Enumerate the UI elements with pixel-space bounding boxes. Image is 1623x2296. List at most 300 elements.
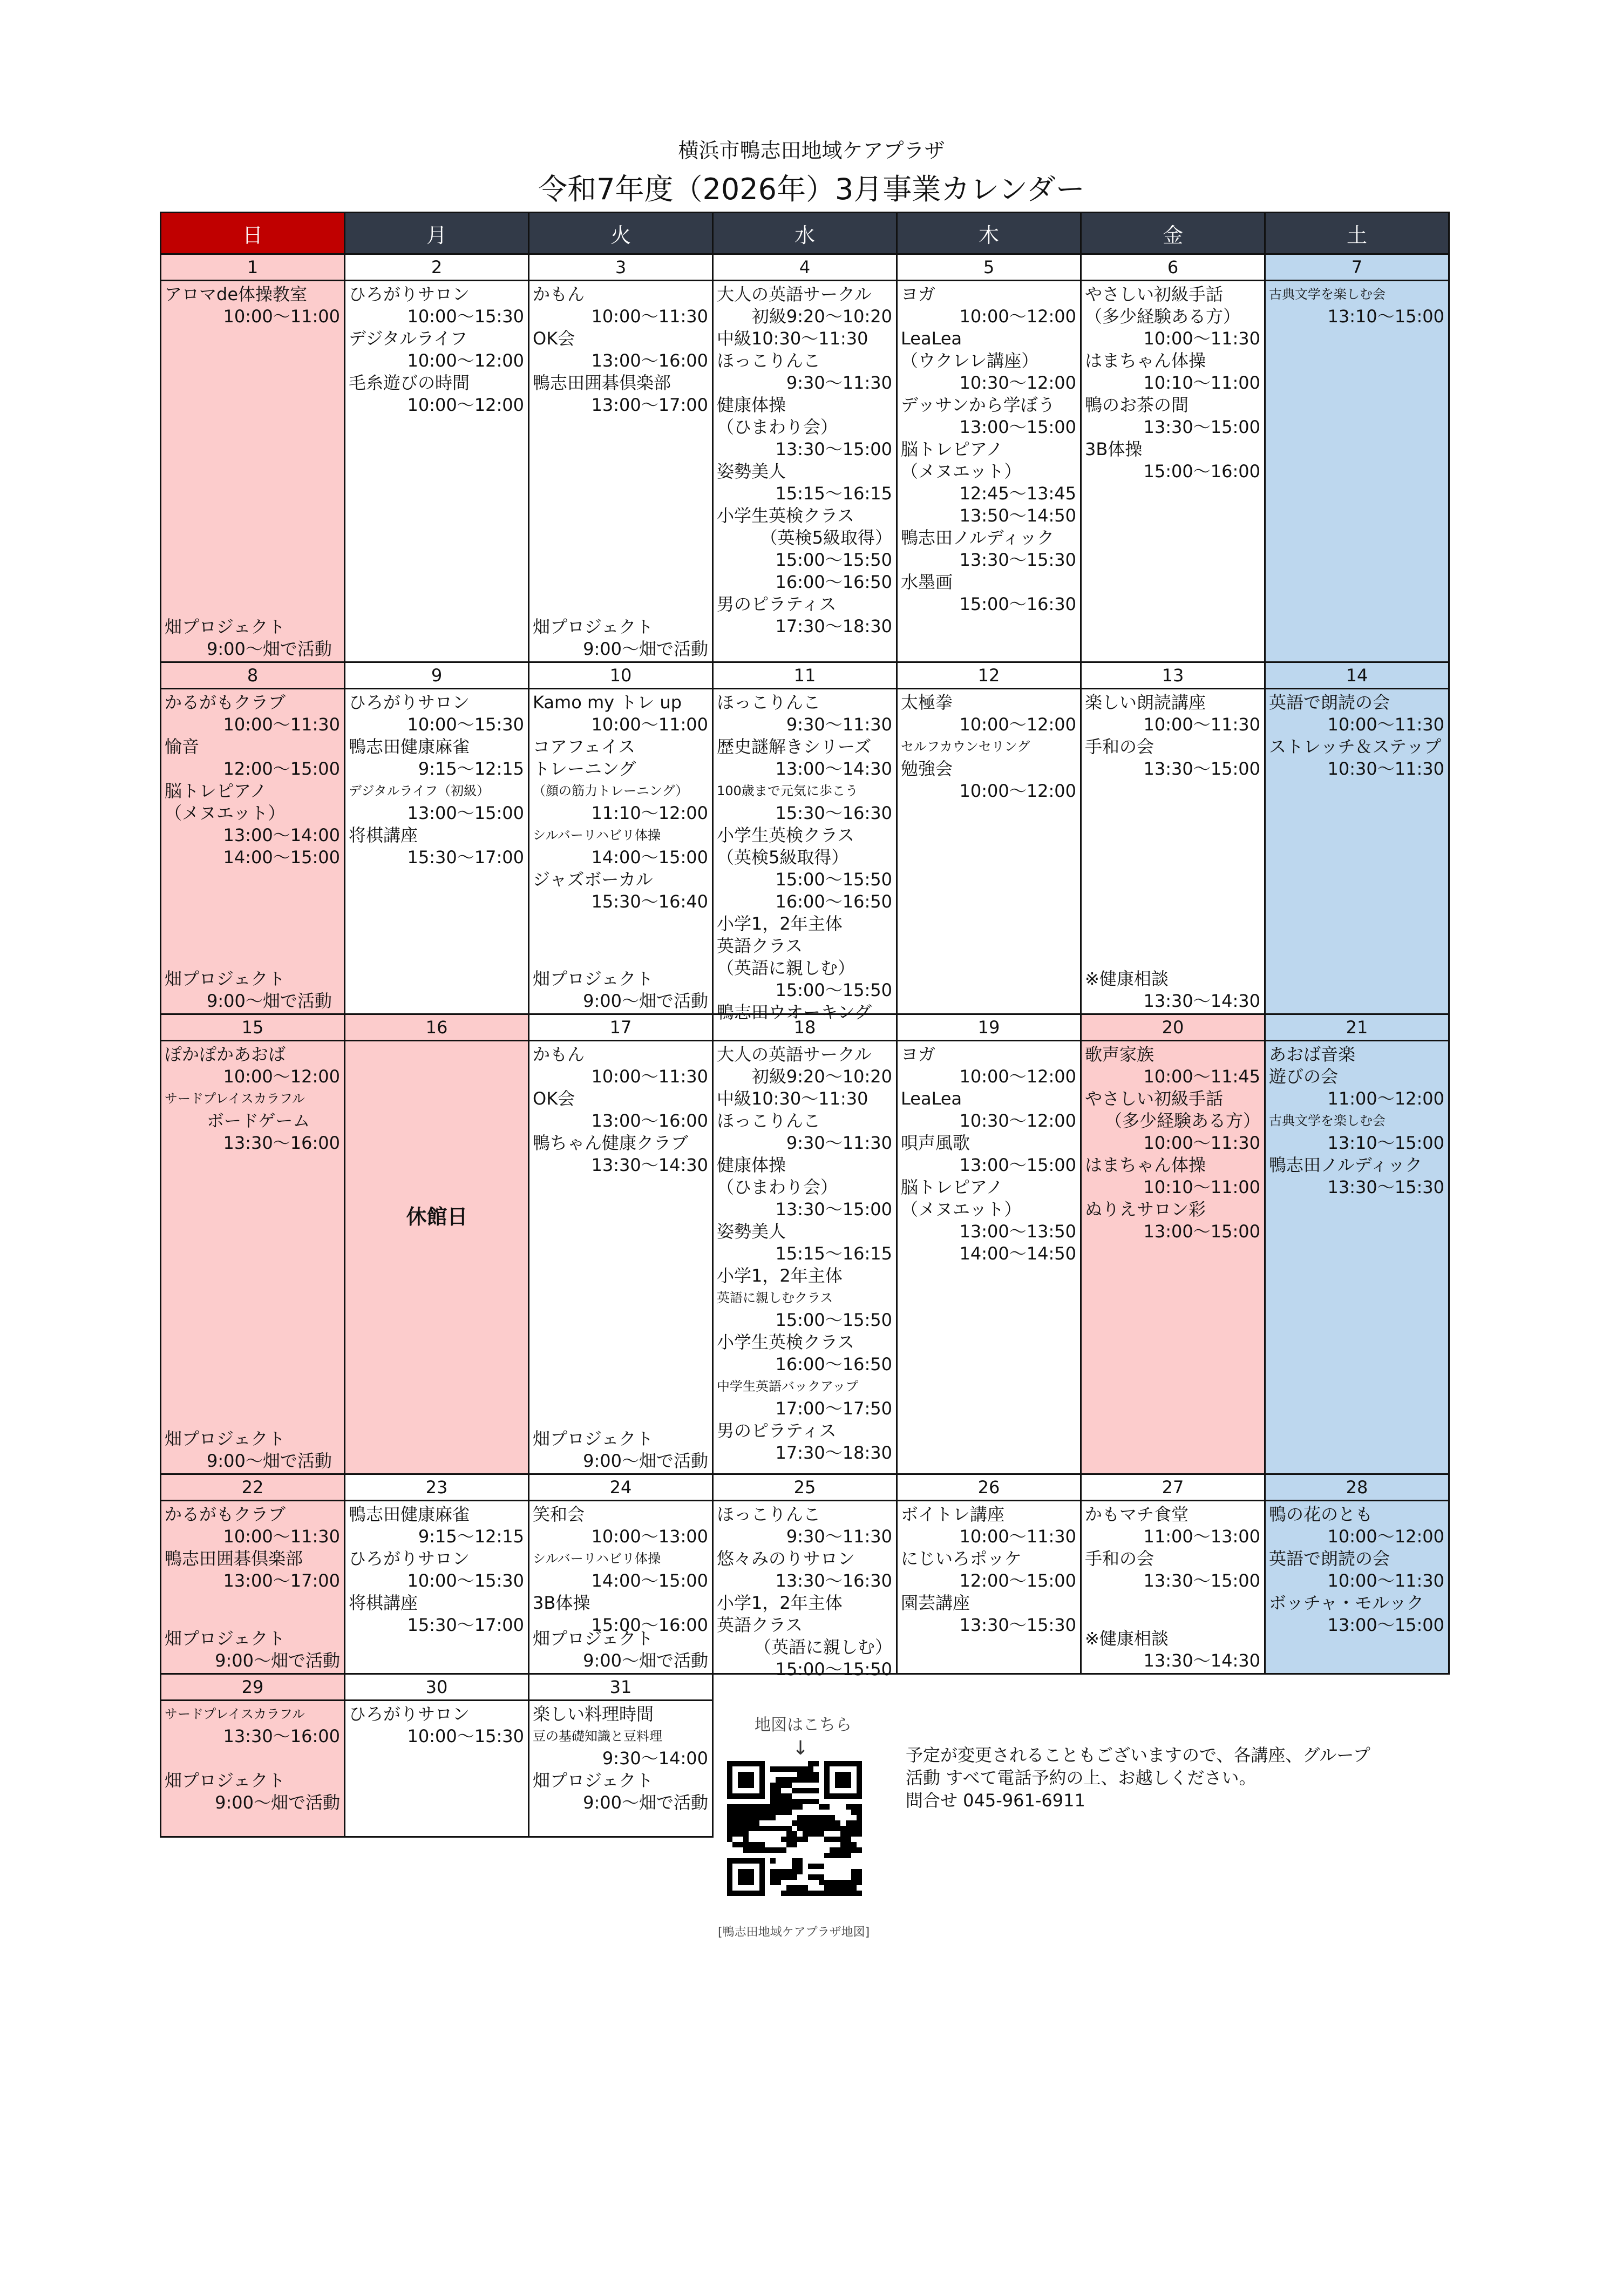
event-time: 10:00～11:30 xyxy=(1327,1570,1444,1591)
day-cell xyxy=(1265,689,1449,1014)
event-name: 中級10:30～11:30 xyxy=(717,328,868,349)
event-time: 10:00～11:30 xyxy=(959,1526,1076,1547)
event-name: 園芸講座 xyxy=(901,1593,970,1613)
event-name: LeaLea xyxy=(901,1088,962,1109)
event-time: 13:00～17:00 xyxy=(223,1570,340,1591)
event-name: 鴨の花のとも xyxy=(1269,1504,1373,1525)
event-time: 16:00～16:50 xyxy=(775,572,892,592)
event-name: ほっこりんこ xyxy=(717,1504,821,1525)
day-cell xyxy=(529,1041,713,1474)
event-time: 13:30～15:00 xyxy=(1143,1570,1260,1591)
date-number: 22 xyxy=(161,1474,345,1501)
event-name: （英語に親しむ） xyxy=(717,958,855,978)
event-name: ※健康相談 xyxy=(1085,1628,1169,1649)
day-events xyxy=(898,1501,1080,1673)
day-events xyxy=(1266,1041,1448,1473)
event-time: 15:00～15:50 xyxy=(775,550,892,570)
event-time: 10:00～12:00 xyxy=(959,781,1076,801)
event-time: 11:00～13:00 xyxy=(1143,1526,1260,1547)
event-name: ストレッチ＆ステップ xyxy=(1269,736,1442,757)
event-name: 英語に親しむクラス xyxy=(717,1290,833,1305)
event-time: 13:10～15:00 xyxy=(1327,1133,1444,1153)
event-name: ボイトレ講座 xyxy=(901,1504,1005,1525)
event-name: 畑プロジェクト xyxy=(533,1770,654,1791)
date-number: 3 xyxy=(529,254,713,281)
event-name: はまちゃん体操 xyxy=(1085,1155,1206,1175)
events-row xyxy=(161,1041,1449,1474)
event-name: 3B体操 xyxy=(1085,439,1143,459)
event-time: 9:30～11:30 xyxy=(786,1526,892,1547)
event-name: ほっこりんこ xyxy=(717,692,821,713)
map-caption: [鴨志田地域ケアプラザ地図] xyxy=(718,1926,870,1939)
event-name: 鴨志田囲碁倶楽部 xyxy=(533,372,671,393)
event-name: にじいろポッケ xyxy=(901,1548,1022,1569)
cell-footer xyxy=(165,1628,341,1672)
day-cell xyxy=(897,1041,1081,1474)
event-time: 10:30～12:00 xyxy=(959,372,1076,393)
event-time: 13:00～16:00 xyxy=(591,1110,708,1131)
event-name: 姿勢美人 xyxy=(717,461,786,482)
event-time: 13:30～16:00 xyxy=(223,1726,340,1746)
event-name: OK会 xyxy=(533,328,575,349)
date-number: 14 xyxy=(1265,662,1449,689)
notice-line-1: 予定が変更されることもございますので、各講座、グループ xyxy=(906,1745,1370,1765)
event-name: ボードゲーム xyxy=(207,1110,310,1131)
event-name: 楽しい料理時間 xyxy=(533,1704,654,1724)
event-time: 10:00～11:30 xyxy=(223,714,340,735)
event-time: 10:10～11:00 xyxy=(1143,1177,1260,1197)
event-name: 男のピラティス xyxy=(717,1420,837,1441)
event-time: 9:00～畑で活動 xyxy=(207,991,332,1011)
event-name: ヨガ xyxy=(901,1044,936,1065)
event-name: 畑プロジェクト xyxy=(165,968,286,989)
event-time: 13:30～15:30 xyxy=(959,550,1076,570)
event-name: 将棋講座 xyxy=(349,1593,418,1613)
day-cell xyxy=(1265,1041,1449,1474)
day-cell xyxy=(161,1501,345,1674)
date-number: 20 xyxy=(1081,1014,1265,1041)
event-name: かるがもクラブ xyxy=(165,1504,286,1525)
event-name: 畑プロジェクト xyxy=(165,617,286,637)
events-row xyxy=(161,689,1449,1014)
event-time: 12:45～13:45 xyxy=(959,483,1076,504)
day-cell xyxy=(345,1701,529,1837)
event-name: （メヌエット） xyxy=(901,1199,1022,1220)
cell-footer xyxy=(165,616,341,660)
event-name: 鴨のお茶の間 xyxy=(1085,395,1189,415)
event-name: 3B体操 xyxy=(533,1593,590,1613)
day-events xyxy=(529,1701,712,1836)
event-name: 畑プロジェクト xyxy=(533,617,654,637)
day-events xyxy=(161,1701,344,1836)
day-events xyxy=(1266,1501,1448,1673)
event-time: 13:30～16:30 xyxy=(775,1570,892,1591)
event-name: 畑プロジェクト xyxy=(533,968,654,989)
day-events xyxy=(1082,1501,1264,1673)
event-name: 愉音 xyxy=(165,736,200,757)
event-name: やさしい初級手話 xyxy=(1085,284,1224,304)
event-name: ほっこりんこ xyxy=(717,1110,821,1131)
event-name: （ウクレレ講座） xyxy=(901,350,1039,371)
event-time: 15:00～15:50 xyxy=(775,1310,892,1330)
day-cell xyxy=(897,281,1081,662)
event-time: 14:00～15:00 xyxy=(223,847,340,868)
day-events xyxy=(1082,281,1264,661)
day-events xyxy=(345,689,528,1013)
event-time: 初級9:20～10:20 xyxy=(751,306,892,327)
day-events xyxy=(714,1501,896,1679)
event-name: 100歳まで元気に歩こう xyxy=(717,783,858,798)
event-name: 鴨志田健康麻雀 xyxy=(349,736,470,757)
event-time: 9:00～畑で活動 xyxy=(583,991,708,1011)
day-events xyxy=(345,281,528,661)
event-name: 鴨志田囲碁倶楽部 xyxy=(165,1548,303,1569)
event-name: あおば音楽 xyxy=(1269,1044,1356,1065)
event-time: 13:30～15:00 xyxy=(775,1199,892,1220)
event-name: ひろがりサロン xyxy=(349,1548,470,1569)
day-cell xyxy=(529,281,713,662)
date-number: 4 xyxy=(713,254,897,281)
cell-footer xyxy=(1085,1628,1261,1672)
date-number: 17 xyxy=(529,1014,713,1041)
date-number: 10 xyxy=(529,662,713,689)
event-time: 10:00～13:00 xyxy=(591,1526,708,1547)
cell-footer xyxy=(165,1428,341,1472)
event-time: 9:00～畑で活動 xyxy=(215,1650,340,1671)
date-number: 18 xyxy=(713,1014,897,1041)
day-cell xyxy=(161,1041,345,1474)
day-cell xyxy=(345,1501,529,1674)
event-time: 9:00～畑で活動 xyxy=(583,639,708,659)
event-time: 13:00～15:00 xyxy=(959,1155,1076,1175)
weekday-header-row xyxy=(161,213,1449,254)
contact-phone: 問合せ 045-961-6911 xyxy=(906,1790,1085,1811)
event-name: （メヌエット） xyxy=(901,461,1022,482)
event-name: 将棋講座 xyxy=(349,825,418,845)
event-time: 9:30～14:00 xyxy=(602,1748,708,1769)
date-number: 23 xyxy=(345,1474,529,1501)
day-cell xyxy=(897,689,1081,1014)
event-time: 14:00～15:00 xyxy=(591,1570,708,1591)
event-name: Kamo my トレ up xyxy=(533,692,682,713)
event-time: 10:00～12:00 xyxy=(959,306,1076,327)
event-name: かもん xyxy=(533,1044,585,1065)
event-name: 畑プロジェクト xyxy=(533,1428,654,1449)
event-name: コアフェイス xyxy=(533,736,636,757)
event-name: 健康体操 xyxy=(717,1155,786,1175)
event-name: 鴨志田ウオーキング xyxy=(717,1002,872,1022)
day-cell xyxy=(161,1701,345,1837)
day-events xyxy=(529,689,712,1013)
date-row xyxy=(161,1474,1449,1501)
event-name: 中学生英語バックアップ xyxy=(717,1379,859,1394)
event-time: 10:00～11:30 xyxy=(223,1526,340,1547)
date-number: 26 xyxy=(897,1474,1081,1501)
event-name: シルバーリハビリ体操 xyxy=(533,1551,661,1566)
event-name: 鴨志田ノルディック xyxy=(1269,1155,1423,1175)
weekday-header: 火 xyxy=(529,213,713,254)
event-time: 14:00～14:50 xyxy=(959,1243,1076,1264)
day-events xyxy=(1082,689,1264,1013)
date-number: 1 xyxy=(161,254,345,281)
event-name: デジタルライフ xyxy=(349,328,468,349)
event-name: 歴史謎解きシリーズ xyxy=(717,736,872,757)
arrow-down-icon: ↓ xyxy=(792,1737,809,1759)
day-cell xyxy=(1081,1041,1265,1474)
weekday-header: 日 xyxy=(161,213,345,254)
day-events xyxy=(898,281,1080,661)
day-cell xyxy=(1081,281,1265,662)
event-time: 15:00～16:00 xyxy=(1143,461,1260,482)
event-time: 10:00～15:30 xyxy=(407,714,524,735)
event-name: 脳トレピアノ xyxy=(901,439,1003,459)
event-time: 10:00～15:30 xyxy=(407,306,524,327)
event-name: LeaLea xyxy=(901,328,962,349)
day-cell xyxy=(1265,281,1449,662)
event-name: 鴨志田健康麻雀 xyxy=(349,1504,470,1525)
weekday-header: 木 xyxy=(897,213,1081,254)
event-time: （多少経験ある方） xyxy=(1104,1110,1260,1131)
event-name: 小学1，2年主体 xyxy=(717,1593,843,1613)
event-name: 笑和会 xyxy=(533,1504,585,1525)
event-time: 12:00～15:00 xyxy=(223,758,340,779)
date-number: 12 xyxy=(897,662,1081,689)
date-number: 30 xyxy=(345,1674,529,1701)
event-time: 13:30～14:30 xyxy=(1143,1650,1260,1671)
weekday-header: 水 xyxy=(713,213,897,254)
day-events xyxy=(1266,281,1448,661)
event-time: 9:00～畑で活動 xyxy=(583,1451,708,1471)
event-time: 17:30～18:30 xyxy=(775,1442,892,1463)
event-name: ボッチャ・モルック xyxy=(1269,1593,1424,1613)
day-cell xyxy=(529,1701,713,1837)
events-row xyxy=(161,281,1449,662)
event-time: 10:00～12:00 xyxy=(407,350,524,371)
event-name: デッサンから学ぼう xyxy=(901,395,1055,415)
event-name: ひろがりサロン xyxy=(349,284,470,304)
event-name: ジャズボーカル xyxy=(533,869,653,890)
event-name: ぽかぽかあおば xyxy=(165,1044,286,1065)
date-number: 28 xyxy=(1265,1474,1449,1501)
date-number: 8 xyxy=(161,662,345,689)
event-name: 太極拳 xyxy=(901,692,953,713)
event-name: 遊びの会 xyxy=(1269,1066,1339,1087)
day-events xyxy=(345,1701,528,1836)
event-time: 13:00～15:00 xyxy=(1143,1221,1260,1242)
event-time: 11:00～12:00 xyxy=(1327,1088,1444,1109)
date-number: 16 xyxy=(345,1014,529,1041)
day-cell xyxy=(713,281,897,662)
event-name: はまちゃん体操 xyxy=(1085,350,1206,371)
event-name: 水墨画 xyxy=(901,572,953,592)
event-name: かもん xyxy=(533,284,585,304)
event-time: 13:30～14:30 xyxy=(1143,991,1260,1011)
day-cell xyxy=(161,281,345,662)
event-time: 10:00～11:30 xyxy=(1143,714,1260,735)
day-cell xyxy=(345,1041,529,1474)
empty-cell xyxy=(1265,1674,1449,1701)
date-number: 24 xyxy=(529,1474,713,1501)
event-time: 15:30～16:30 xyxy=(775,803,892,823)
event-time: 10:00～11:00 xyxy=(223,306,340,327)
event-time: 15:30～16:40 xyxy=(591,891,708,912)
day-events xyxy=(345,1501,528,1673)
event-time: 10:30～12:00 xyxy=(959,1110,1076,1131)
empty-cell xyxy=(1081,1674,1265,1701)
event-name: かもマチ食堂 xyxy=(1085,1504,1189,1525)
day-cell xyxy=(1081,1501,1265,1674)
event-time: 13:30～15:30 xyxy=(959,1615,1076,1635)
event-time: 9:15～12:15 xyxy=(418,1526,524,1547)
cell-footer xyxy=(533,1628,709,1672)
event-name: 姿勢美人 xyxy=(717,1221,786,1242)
event-time: 10:00～12:00 xyxy=(959,714,1076,735)
day-cell xyxy=(1081,689,1265,1014)
closed-label: 休館日 xyxy=(406,1205,468,1229)
event-time: 10:00～11:30 xyxy=(591,306,708,327)
event-time: 13:00～15:00 xyxy=(1327,1615,1444,1635)
event-time: 12:00～15:00 xyxy=(959,1570,1076,1591)
event-name: 畑プロジェクト xyxy=(165,1628,286,1649)
event-time: 13:30～15:30 xyxy=(1327,1177,1444,1197)
event-name: 脳トレピアノ xyxy=(901,1177,1003,1197)
day-cell xyxy=(345,689,529,1014)
event-name: デジタルライフ（初級） xyxy=(349,783,490,798)
event-name: 小学生英検クラス xyxy=(717,1332,855,1352)
event-name: サードプレイスカラフル xyxy=(165,1091,305,1106)
event-time: 13:50～14:50 xyxy=(959,505,1076,526)
event-name: ヨガ xyxy=(901,284,936,304)
event-time: 16:00～16:50 xyxy=(775,891,892,912)
day-cell xyxy=(897,1501,1081,1674)
event-name: 小学1，2年主体 xyxy=(717,913,843,934)
day-events xyxy=(161,689,344,1013)
day-events xyxy=(714,1041,896,1473)
day-events xyxy=(529,1041,712,1473)
map-label: 地図はこちら xyxy=(755,1716,852,1735)
event-name: 手和の会 xyxy=(1085,736,1155,757)
day-cell xyxy=(161,689,345,1014)
day-cell xyxy=(713,1501,897,1679)
event-time: （英語に親しむ） xyxy=(753,1637,892,1657)
events-row xyxy=(161,1501,1449,1674)
event-time: 10:00～12:00 xyxy=(407,395,524,415)
event-calendar xyxy=(160,212,1450,1838)
event-name: 大人の英語サークル xyxy=(717,1044,872,1065)
event-time: 15:15～16:15 xyxy=(775,1243,892,1264)
day-cell xyxy=(713,1041,897,1474)
day-events xyxy=(1082,1041,1264,1473)
cell-footer xyxy=(165,968,341,1012)
event-time: 13:00～15:00 xyxy=(959,417,1076,437)
event-name: 畑プロジェクト xyxy=(165,1770,286,1791)
event-name: 脳トレピアノ xyxy=(165,781,267,801)
event-time: 10:00～11:30 xyxy=(591,1066,708,1087)
event-time: 10:30～11:30 xyxy=(1327,758,1444,779)
event-time: 初級9:20～10:20 xyxy=(751,1066,892,1087)
weekday-header: 金 xyxy=(1081,213,1265,254)
event-time: 9:15～12:15 xyxy=(418,758,524,779)
day-events xyxy=(161,1501,344,1673)
date-number: 11 xyxy=(713,662,897,689)
date-number: 27 xyxy=(1081,1474,1265,1501)
event-name: 悠々みのりサロン xyxy=(717,1548,855,1569)
event-name: （英検5級取得） xyxy=(717,847,849,868)
event-name: 大人の英語サークル xyxy=(717,284,872,304)
day-cell xyxy=(529,689,713,1014)
event-time: 10:00～15:30 xyxy=(407,1726,524,1746)
event-name: 英語クラス xyxy=(717,1615,803,1635)
event-time: 10:00～12:00 xyxy=(223,1066,340,1087)
event-name: サードプレイスカラフル xyxy=(165,1706,305,1722)
event-name: ほっこりんこ xyxy=(717,350,821,371)
event-time: 13:30～15:00 xyxy=(775,439,892,459)
event-name: 古典文学を楽しむ会 xyxy=(1269,287,1386,302)
event-time: 13:30～15:00 xyxy=(1143,417,1260,437)
event-name: 鴨ちゃん健康クラブ xyxy=(533,1133,689,1153)
event-name: 畑プロジェクト xyxy=(165,1428,286,1449)
event-time: 13:00～16:00 xyxy=(591,350,708,371)
cell-footer xyxy=(533,968,709,1012)
date-row xyxy=(161,254,1449,281)
event-time: 15:00～15:50 xyxy=(775,1659,892,1679)
notice-line-2: 活動 すべて電話予約の上、お越しください。 xyxy=(906,1767,1257,1788)
date-number: 15 xyxy=(161,1014,345,1041)
event-time: 9:00～畑で活動 xyxy=(583,1650,708,1671)
event-time: 10:00～11:30 xyxy=(1327,714,1444,735)
event-time: 14:00～15:00 xyxy=(591,847,708,868)
event-time: 17:30～18:30 xyxy=(775,616,892,636)
event-name: 英語で朗読の会 xyxy=(1269,1548,1390,1569)
event-time: 9:30～11:30 xyxy=(786,714,892,735)
date-number: 7 xyxy=(1265,254,1449,281)
event-time: 13:00～13:50 xyxy=(959,1221,1076,1242)
event-name: 毛糸遊びの時間 xyxy=(349,372,470,393)
event-name: 英語で朗読の会 xyxy=(1269,692,1390,713)
map-qr-code[interactable] xyxy=(727,1761,862,1896)
event-time: 13:10～15:00 xyxy=(1327,306,1444,327)
day-events xyxy=(898,1041,1080,1473)
event-name: （ひまわり会） xyxy=(717,1177,838,1197)
event-name: OK会 xyxy=(533,1088,575,1109)
day-events xyxy=(161,281,344,661)
event-time: 15:00～15:50 xyxy=(775,980,892,1000)
event-name xyxy=(165,1748,341,1770)
event-name: 豆の基礎知識と豆料理 xyxy=(533,1729,662,1744)
event-name: 唄声風歌 xyxy=(901,1133,970,1153)
date-number: 2 xyxy=(345,254,529,281)
event-time: 10:00～12:00 xyxy=(1327,1526,1444,1547)
event-name: アロマde体操教室 xyxy=(165,284,308,304)
event-name: 小学生英検クラス xyxy=(717,505,855,526)
cell-footer xyxy=(1085,968,1261,1012)
event-name: 畑プロジェクト xyxy=(533,1628,654,1649)
event-name: 勉強会 xyxy=(901,758,953,779)
day-events xyxy=(529,1501,712,1673)
event-name: 歌声家族 xyxy=(1085,1044,1155,1065)
event-time: 10:00～11:45 xyxy=(1143,1066,1260,1087)
event-time: 10:00～11:30 xyxy=(1143,1133,1260,1153)
event-time: 10:10～11:00 xyxy=(1143,372,1260,393)
event-time: 13:30～14:30 xyxy=(591,1155,708,1175)
event-time: 9:00～畑で活動 xyxy=(207,639,332,659)
event-name: シルバーリハビリ体操 xyxy=(533,828,661,843)
day-events xyxy=(714,281,896,661)
event-name: トレーニング xyxy=(533,758,636,779)
event-time: 10:00～11:00 xyxy=(591,714,708,735)
event-name: セルフカウンセリング xyxy=(901,739,1030,754)
event-time: 13:30～16:00 xyxy=(223,1133,340,1153)
